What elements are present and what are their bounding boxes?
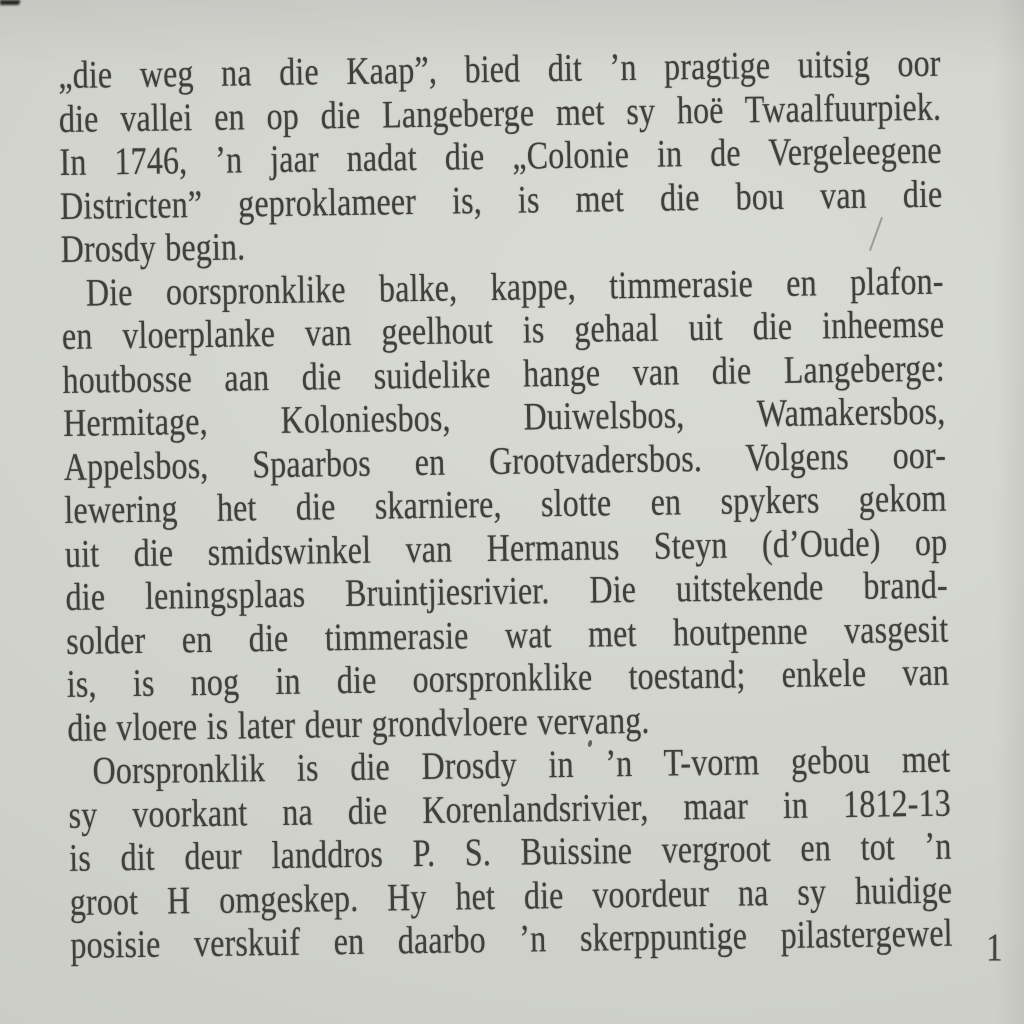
text-line: Drosdy begin. [60, 225, 246, 271]
text-line: In 1746, ’n jaar nadat die „Colonie in de Vergeleegene [59, 128, 943, 184]
photo-corner-artifact [0, 0, 20, 5]
paragraph [68, 738, 953, 968]
text-line: is, is nog in die oorspronklike toestand; enkele van [66, 650, 950, 706]
text-line: die leningsplaas Bruintjiesrivier. Die uitstekende brand- [65, 563, 949, 619]
text-line: groot H omgeskep. Hy het die voordeur na sy huidige [69, 868, 953, 924]
text-line: houtbosse aan die suidelike hange van die Langeberge: [62, 346, 946, 402]
page-number-fragment: 1 [986, 926, 1003, 969]
text-line: lewering het die skarniere, slotte en spykers gekom [64, 476, 947, 532]
text-line: uit die smidswinkel van Hermanus Steyn (d’Oude) op [64, 520, 948, 576]
text-line: „die weg na die Kaap”, bied dit ’n pragtige uitsig oor [58, 41, 941, 97]
text-line: Districten” geproklameer is, is met die bou van die [59, 172, 943, 228]
text-line: die vallei en op die Langeberge met sy hoë Twaalfuurpiek. [58, 85, 942, 141]
text-line: solder en die timmerasie wat met houtpenne vasgesit [65, 607, 949, 663]
text-line: die vloere is later deur grondvloere vervang. [67, 698, 650, 750]
text-line: posisie verskuif en daarbo ’n skerppuntige pilastergewel [70, 911, 953, 967]
text-block [58, 42, 953, 968]
text-line: is dit deur landdros P. S. Buissine vergroot en tot ’n [68, 824, 952, 880]
paragraph [61, 259, 950, 750]
text-line: Hermitage, Koloniesbos, Duiwelsbos, Wamakersbos, [62, 389, 946, 445]
text-line: sy voorkant na die Korenlandsrivier, maar in 1812-13 [68, 781, 952, 837]
text-line: Die oorspronklike balke, kappe, timmerasie en plafon- [85, 259, 944, 315]
text-line: Appelsbos, Spaarbos en Grootvadersbos. Volgens oor- [63, 433, 947, 489]
text-line: en vloerplanke van geelhout is gehaal uit die inheemse [61, 302, 945, 358]
text-line: Oorspronklik is die Drosdy in ’n T-vorm gebou met [92, 737, 951, 793]
paragraph [58, 42, 943, 272]
